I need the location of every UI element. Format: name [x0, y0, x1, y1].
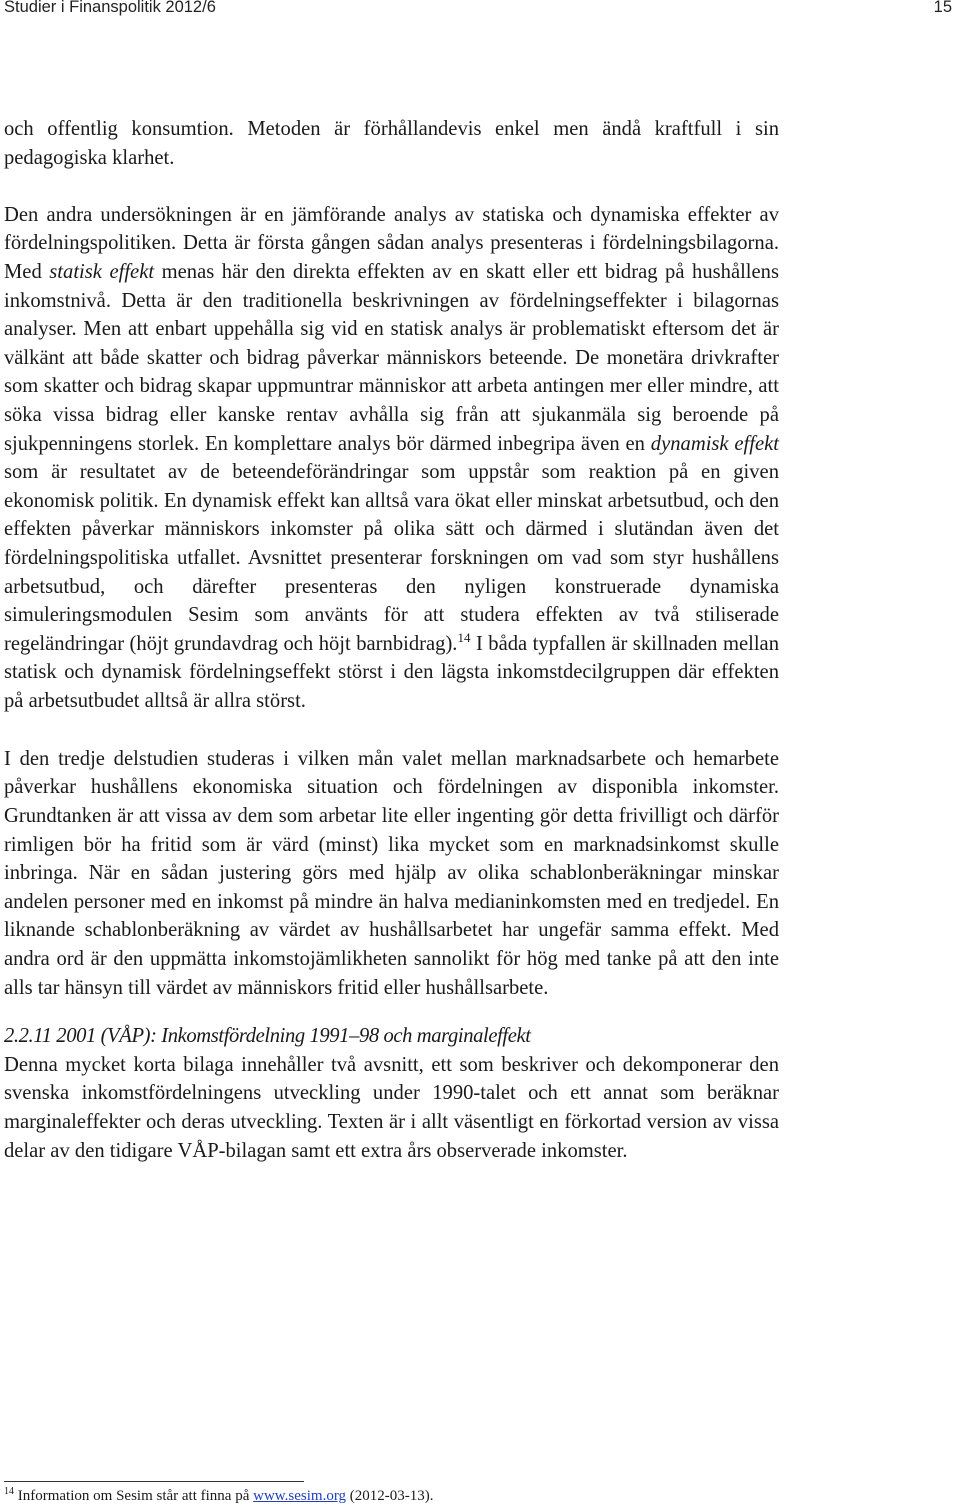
body-text — [4, 115, 779, 1165]
footnote-text-after: (2012-03-13). — [346, 1488, 434, 1504]
footnote-text-before: Information om Sesim står att finna på — [14, 1488, 254, 1504]
paragraph-2-part-d: I båda typfallen är skillnaden mellan statisk och dynamisk fördelningseffekt störst i den lägsta inkomstdecilgruppen där effekten på arbetsutbudet alltså är allra störst. — [4, 632, 779, 712]
footnote-number: 14 — [4, 1486, 14, 1497]
page-header — [4, 0, 952, 24]
paragraph-1: och offentlig konsumtion. Metoden är förhållandevis enkel men ändå kraftfull i sin pedagogiska klarhet. — [4, 118, 779, 169]
term-dynamisk-effekt: dynamisk effekt — [650, 432, 779, 455]
footnote — [4, 1488, 434, 1505]
paragraph-2-part-a: Den andra undersökningen är en jämförande analys av statiska och dynamiska effekter av fördelningspolitiken. Detta är första gången sådan analys presenteras i fördelningsbilagorna. Med — [4, 203, 779, 283]
paragraph-4: Denna mycket korta bilaga innehåller två avsnitt, ett som beskriver och dekomponerar den svenska inkomstfördelningens utveckling under 1990-talet och ett annat som beräknar marginaleffekter och deras utveckling. Texten är i allt väsentligt en förkortad version av vissa delar av den tidigare VÅP-bilagan samt ett extra års observerade inkomster. — [4, 1053, 779, 1162]
section-heading: 2.2.11 2001 (VÅP): Inkomstfördelning 1991–98 och marginaleffekt — [4, 1025, 531, 1048]
paragraph-2-part-c: som är resultatet av de beteendeförändringar som uppstår som reaktion på en given ekonomisk politik. En dynamisk effekt kan alltså vara ökat eller minskat arbetsutbud, och den effekten påverkar människors inkomster på olika sätt och därmed i slutändan även det fördelningspolitiska utfallet. Avsnittet presenterar forskningen om vad som styr hushållens arbetsutbud, och därefter presenteras den nyligen konstruerade dynamiska simuleringsmodulen Sesim som använts för att studera effekten av två stiliserade regeländringar (höjt grundavdrag och höjt barnbidrag). — [4, 461, 779, 655]
term-statisk-effekt: statisk effekt — [49, 260, 155, 283]
footnote-divider — [4, 1481, 304, 1482]
page-number: 15 — [933, 0, 952, 16]
running-title: Studier i Finanspolitik 2012/6 — [4, 0, 216, 16]
paragraph-2-part-b: menas här den direkta effekten av en skatt eller ett bidrag på hushållens inkomstnivå. Detta är den traditionella beskrivningen av fördelningseffekter i bilagornas analyser. Men att enbart uppehålla sig vid en statisk analys är problematiskt eftersom det är välkänt att både skatter och bidrag påverkar människors beteende. De monetära drivkrafter som skatter och bidrag skapar uppmuntrar människor att arbeta antingen mer eller mindre, att söka vissa bidrag eller kanske rentav avhålla sig från att sjukanmäla sig beroende på sjukpenningens storlek. En komplettare analys bör därmed inbegripa även en — [4, 260, 779, 455]
sesim-link[interactable]: www.sesim.org — [253, 1488, 347, 1504]
paragraph-2 — [4, 201, 779, 716]
paragraph-3: I den tredje delstudien studeras i vilken mån valet mellan marknadsarbete och hemarbete påverkar hushållens ekonomiska situation och fördelningen av disponibla inkomster. Grundtanken är att vissa av dem som arbetar lite eller ingenting gör detta frivilligt och därför rimligen bör ha fritid som är värd (minst) lika mycket som en marknadsinkomst skulle inbringa. När en sådan justering görs med hjälp av olika schablonberäkningar minskar andelen personer med en inkomst på mindre än halva medianinkomsten med en tredjedel. En liknande schablonberäkning av värdet av hushållsarbetet har ungefär samma effekt. Med andra ord är den uppmätta inkomstojämlikheten sannolikt för hög med tanke på att den inte alls tar hänsyn till värdet av människors fritid eller hushållsarbete. — [4, 747, 779, 999]
footnote-ref[interactable]: 14 — [457, 629, 471, 645]
